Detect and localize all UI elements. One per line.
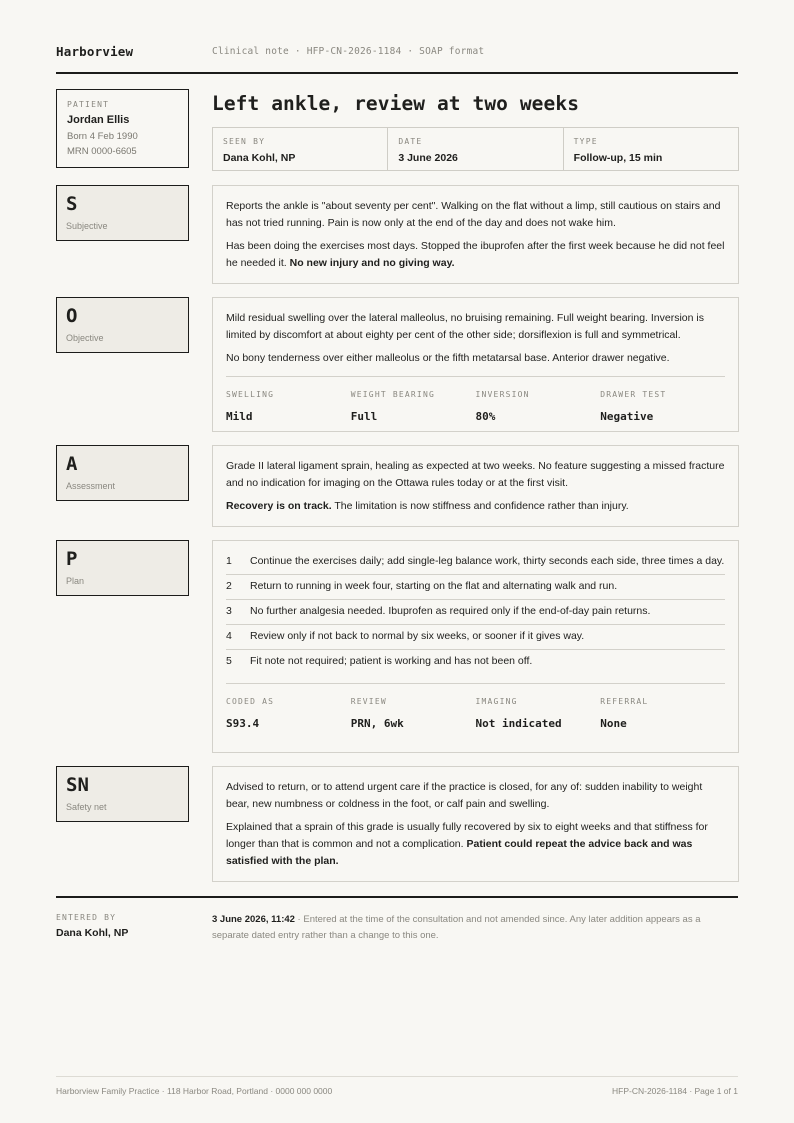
code-value: S93.4 xyxy=(226,717,260,730)
safety-net-paragraph: Advised to return, or to attend urgent care if the practice is closed, for any of: sudden inability to weight bear, new numbness or coldness in the foot, or calf pain and swelling. xyxy=(226,781,703,810)
date-value: 3 June 2026 xyxy=(398,152,458,164)
practice-address: Harborview Family Practice · 118 Harbor Road, Portland · 0000 000 0000 xyxy=(56,1086,333,1096)
subjective-letter: S xyxy=(66,193,78,215)
plan-item xyxy=(226,625,725,650)
page-footer xyxy=(56,1076,738,1096)
assessment-text: The limitation is now stiffness and confidence rather than injury. xyxy=(331,500,629,512)
visit-meta xyxy=(212,127,739,171)
plan-item-text: Review only if not back to normal by six weeks, or sooner if it gives way. xyxy=(250,630,585,642)
assessment-paragraph xyxy=(226,498,725,515)
subjective-text: Has been doing the exercises most days. Stopped the ibuprofen after the first week because he did not feel he needed it. xyxy=(226,240,725,269)
subjective-section xyxy=(212,185,739,284)
patient-name: Jordan Ellis xyxy=(67,114,130,126)
entry-note-text: · Entered at the time of the consultation and not amended since. Any later addition appears as a separate dated entry rather than a change to this one. xyxy=(212,914,701,941)
document-meta: Clinical note · HFP-CN-2026-1184 · SOAP format xyxy=(212,46,485,57)
safety-net-letter: SN xyxy=(66,774,89,796)
plan-label xyxy=(56,540,189,596)
code-value: None xyxy=(600,717,627,730)
objective-paragraph: Mild residual swelling over the lateral malleolus, no bruising remaining. Full weight bearing. Inversion is limited by discomfort at about eighty per cent of the other side; dorsiflexion is full and symmetrical. xyxy=(226,312,704,341)
safety-net-word: Safety net xyxy=(66,801,107,812)
patient-eyebrow: PATIENT xyxy=(67,100,110,109)
subjective-word: Subjective xyxy=(66,220,108,231)
plan-letter: P xyxy=(66,548,78,570)
assessment-section xyxy=(212,445,739,527)
plan-item-text: Fit note not required; patient is working and has not been off. xyxy=(250,655,533,667)
assessment-highlight: Recovery is on track. xyxy=(226,500,332,512)
entry-timestamp: 3 June 2026, 11:42 xyxy=(212,914,295,925)
finding-drawer-test xyxy=(600,386,725,425)
entered-by-label: ENTERED BY xyxy=(56,913,117,922)
finding-value: Negative xyxy=(600,410,654,423)
objective-word: Objective xyxy=(66,332,104,343)
patient-card xyxy=(56,89,189,168)
date-label: DATE xyxy=(398,137,423,146)
code-imaging xyxy=(476,693,601,732)
type-cell xyxy=(564,128,738,170)
assessment-paragraph: Grade II lateral ligament sprain, healing as expected at two weeks. No feature suggesting a missed fracture and no indication for imaging on the Ottawa rules today or at the first visit. xyxy=(226,460,725,489)
safety-net-paragraph xyxy=(226,819,725,870)
code-label: IMAGING xyxy=(475,697,518,706)
entered-by-name: Dana Kohl, NP xyxy=(56,927,129,939)
finding-swelling xyxy=(226,386,351,425)
subjective-paragraph: Reports the ankle is "about seventy per cent". Walking on the flat without a limp, still cautious on stairs and has not tried running. Pain is now only at the end of the day and does not wake him. xyxy=(226,200,721,229)
seen-by-cell xyxy=(213,128,388,170)
plan-word: Plan xyxy=(66,575,85,586)
objective-letter: O xyxy=(66,305,78,327)
type-value: Follow-up, 15 min xyxy=(573,152,663,164)
seen-by-label: SEEN BY xyxy=(223,137,266,146)
finding-label: WEIGHT BEARING xyxy=(350,390,435,399)
seen-by-value: Dana Kohl, NP xyxy=(223,152,296,164)
plan-codes xyxy=(226,683,725,732)
objective-label xyxy=(56,297,189,353)
entry-note xyxy=(212,912,738,944)
page-title: Left ankle, review at two weeks xyxy=(212,92,580,115)
finding-weight-bearing xyxy=(351,386,476,425)
page-header xyxy=(56,44,738,74)
patient-mrn: MRN 0000-6605 xyxy=(67,145,137,157)
code-label: CODED AS xyxy=(226,697,275,706)
assessment-word: Assessment xyxy=(66,480,116,491)
plan-section xyxy=(212,540,739,753)
code-label: REFERRAL xyxy=(600,697,649,706)
plan-item-text: Continue the exercises daily; add single-leg balance work, thirty seconds each side, three times a day. xyxy=(250,555,725,567)
objective-paragraph: No bony tenderness over either malleolus or the fifth metatarsal base. Anterior drawer negative. xyxy=(226,352,670,364)
subjective-label xyxy=(56,185,189,241)
plan-item-number: 1 xyxy=(226,555,232,567)
plan-list xyxy=(226,553,725,674)
plan-item-number: 4 xyxy=(226,630,232,642)
subjective-highlight: No new injury and no giving way. xyxy=(289,257,455,269)
plan-item-text: Return to running in week four, starting on the flat and alternating walk and run. xyxy=(250,580,618,592)
finding-value: Full xyxy=(350,410,378,423)
section-divider xyxy=(56,896,738,898)
subjective-paragraph xyxy=(226,238,725,272)
finding-value: 80% xyxy=(475,410,496,423)
safety-net-highlight: Patient could repeat the advice back and was satisfied with the plan. xyxy=(226,838,693,867)
safety-net-text: Explained that a sprain of this grade is usually fully recovered by six to eight weeks and that stiffness for longer than that is common and not a complication. xyxy=(226,821,708,850)
code-value: PRN, 6wk xyxy=(350,717,404,730)
date-cell xyxy=(388,128,563,170)
code-review xyxy=(351,693,476,732)
plan-item-number: 3 xyxy=(226,605,232,617)
plan-item-number: 2 xyxy=(226,580,232,592)
finding-label: DRAWER TEST xyxy=(600,390,667,399)
safety-net-section xyxy=(212,766,739,882)
code-value: Not indicated xyxy=(475,717,562,730)
assessment-label xyxy=(56,445,189,501)
plan-item-text: No further analgesia needed. Ibuprofen as required only if the end-of-day pain returns. xyxy=(250,605,651,617)
patient-dob: Born 4 Feb 1990 xyxy=(67,131,138,142)
code-coded-as xyxy=(226,693,351,732)
plan-item xyxy=(226,553,725,575)
finding-label: INVERSION xyxy=(475,390,530,399)
brand-logo: Harborview xyxy=(56,44,134,59)
assessment-letter: A xyxy=(66,453,78,475)
plan-item xyxy=(226,600,725,625)
code-referral xyxy=(600,693,725,732)
finding-inversion xyxy=(476,386,601,425)
safety-net-label xyxy=(56,766,189,822)
objective-findings xyxy=(226,376,725,425)
finding-value: Mild xyxy=(226,410,253,423)
plan-item xyxy=(226,575,725,600)
objective-section xyxy=(212,297,739,432)
page-number: HFP-CN-2026-1184 · Page 1 of 1 xyxy=(612,1086,738,1096)
code-label: REVIEW xyxy=(350,697,387,706)
finding-label: SWELLING xyxy=(226,390,275,399)
type-label: TYPE xyxy=(573,137,598,146)
plan-item xyxy=(226,650,725,674)
plan-item-number: 5 xyxy=(226,655,232,667)
